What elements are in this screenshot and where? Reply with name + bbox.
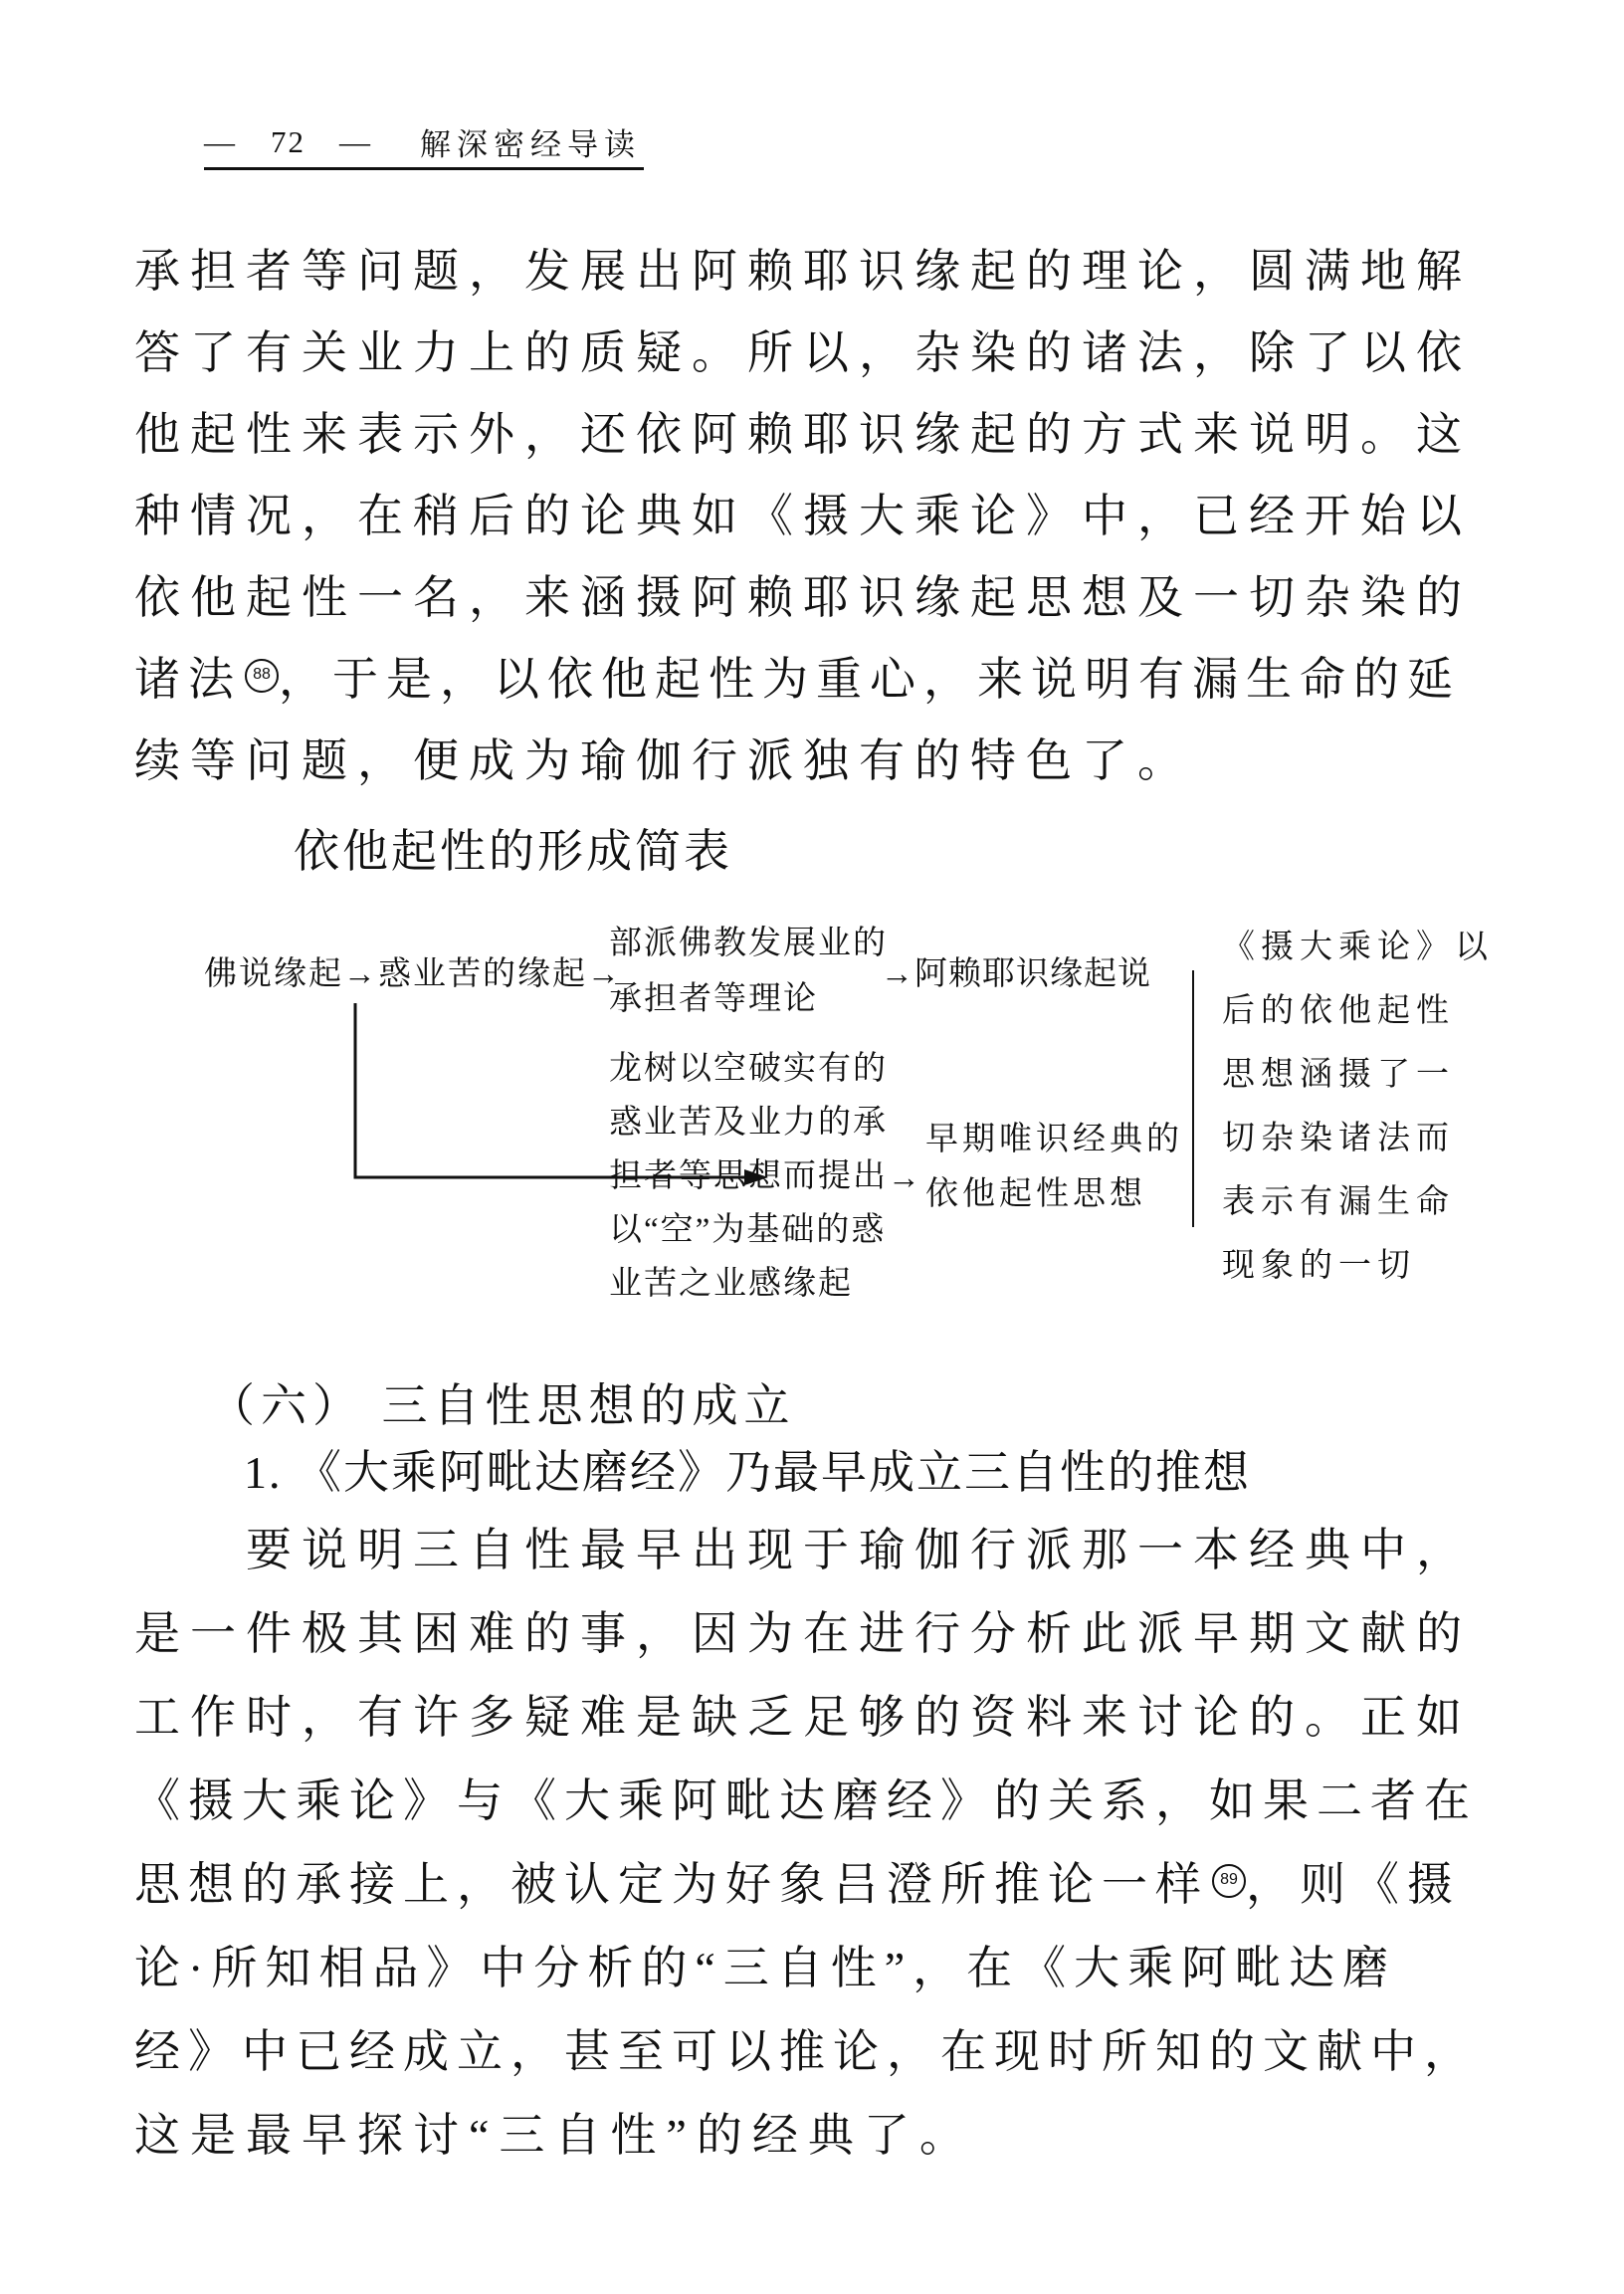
header-dash-left: — [204,123,237,159]
diagram-text-line: 惑业苦及业力的承 [609,1105,888,1141]
diagram-text-line: 表示有漏生命 [1222,1184,1455,1220]
body-line: 经》中已经成立，甚至可以推论，在现时所知的文献中， [134,2026,1478,2077]
diagram-divider-line [1192,970,1194,1227]
diagram-result-bottom [925,1113,1183,1222]
body-line: 续等问题，便成为瑜伽行派独有的特色了。 [134,735,1193,786]
book-title: 解深密经导读 [420,127,641,162]
diagram-node-karma-origination: 惑业苦的缘起 [378,956,587,992]
body-text: 诸法 [134,654,242,705]
body-line: 论·所知相品》中分析的“三自性”，在《大乘阿毗达磨 [134,1943,1397,1993]
body-line: 依他起性一名，来涵摄阿赖耶识缘起思想及一切杂染的 [134,572,1472,623]
body-text: ，于是，以依他起性为重心，来说明有漏生命的延 [279,654,1461,705]
diagram-text-line: 部派佛教发展业的 [609,926,888,961]
diagram-text-line: 担者等思想而提出 [609,1158,888,1194]
body-line: 《摄大乘论》与《大乘阿毗达磨经》的关系，如果二者在 [134,1775,1478,1826]
diagram-text-line: 现象的一切 [1222,1248,1416,1284]
diagram-text-line: 早期唯识经典的 [925,1122,1183,1157]
diagram-root-row [204,947,622,994]
section-subheading: 1. 《大乘阿毗达磨经》乃最早成立三自性的推想 [244,1447,1251,1498]
diagram-title: 依他起性的形成简表 [294,826,732,877]
diagram-text-line: 以“空”为基础的惑 [609,1212,887,1248]
diagram-right-note [1222,916,1494,1298]
body-line: 是一件极其困难的事，因为在进行分析此派早期文献的 [134,1608,1472,1659]
paragraph-2 [134,1509,1513,2178]
body-line: 种情况，在稍后的论典如《摄大乘论》中，已经开始以 [134,491,1472,541]
header-rule [204,167,644,170]
diagram-text-line: 思想涵摄了一 [1222,1057,1455,1093]
formation-diagram [139,896,1620,1314]
arrow-right-icon: → [587,956,622,992]
arrow-right-icon: → [881,956,914,992]
footnote-marker: 89 [1212,1864,1246,1898]
diagram-text-line: 切杂染诸法而 [1222,1121,1455,1156]
paragraph-1 [134,231,1513,802]
page-header [204,119,641,164]
body-line [134,639,1513,721]
page-number: 72 [271,123,305,159]
header-dash-right: — [339,123,372,159]
body-line: 他起性来表示外，还依阿赖耶识缘起的方式来说明。这 [134,409,1472,460]
diagram-text-line: 承担者等理论 [609,981,818,1017]
footnote-marker: 88 [245,659,279,693]
body-line: 要说明三自性最早出现于瑜伽行派那一本经典中， [246,1525,1472,1575]
diagram-node-buddha-origination: 佛说缘起 [204,956,343,992]
diagram-text-line: 业苦之业感缘起 [609,1266,853,1302]
section-heading: （六） 三自性思想的成立 [209,1380,796,1431]
body-text: ，则《摄 [1246,1859,1461,1910]
diagram-text-line: 《摄大乘论》以 [1222,930,1494,965]
arrow-right-icon: → [343,956,378,992]
diagram-text-line: 龙树以空破实有的 [609,1051,888,1087]
body-line: 这是最早探讨“三自性”的经典了。 [134,2110,975,2161]
body-text: 思想的承接上，被认定为好象吕澄所推论一样 [134,1859,1209,1910]
diagram-text-line: 依他起性思想 [925,1176,1146,1212]
body-line: 承担者等问题，发展出阿赖耶识缘起的理论，圆满地解 [134,246,1472,297]
diagram-node-alaya: 阿赖耶识缘起说 [914,956,1151,992]
diagram-branch-bottom [609,1042,888,1311]
body-line [134,1843,1513,1927]
arrow-right-icon: → [888,1160,922,1196]
body-line: 答了有关业力上的质疑。所以，杂染的诸法，除了以依 [134,327,1472,378]
body-line: 工作时，有许多疑难是缺乏足够的资料来讨论的。正如 [134,1692,1472,1743]
diagram-result-top [881,947,1151,994]
diagram-text-line: 后的依他起性 [1222,993,1455,1029]
